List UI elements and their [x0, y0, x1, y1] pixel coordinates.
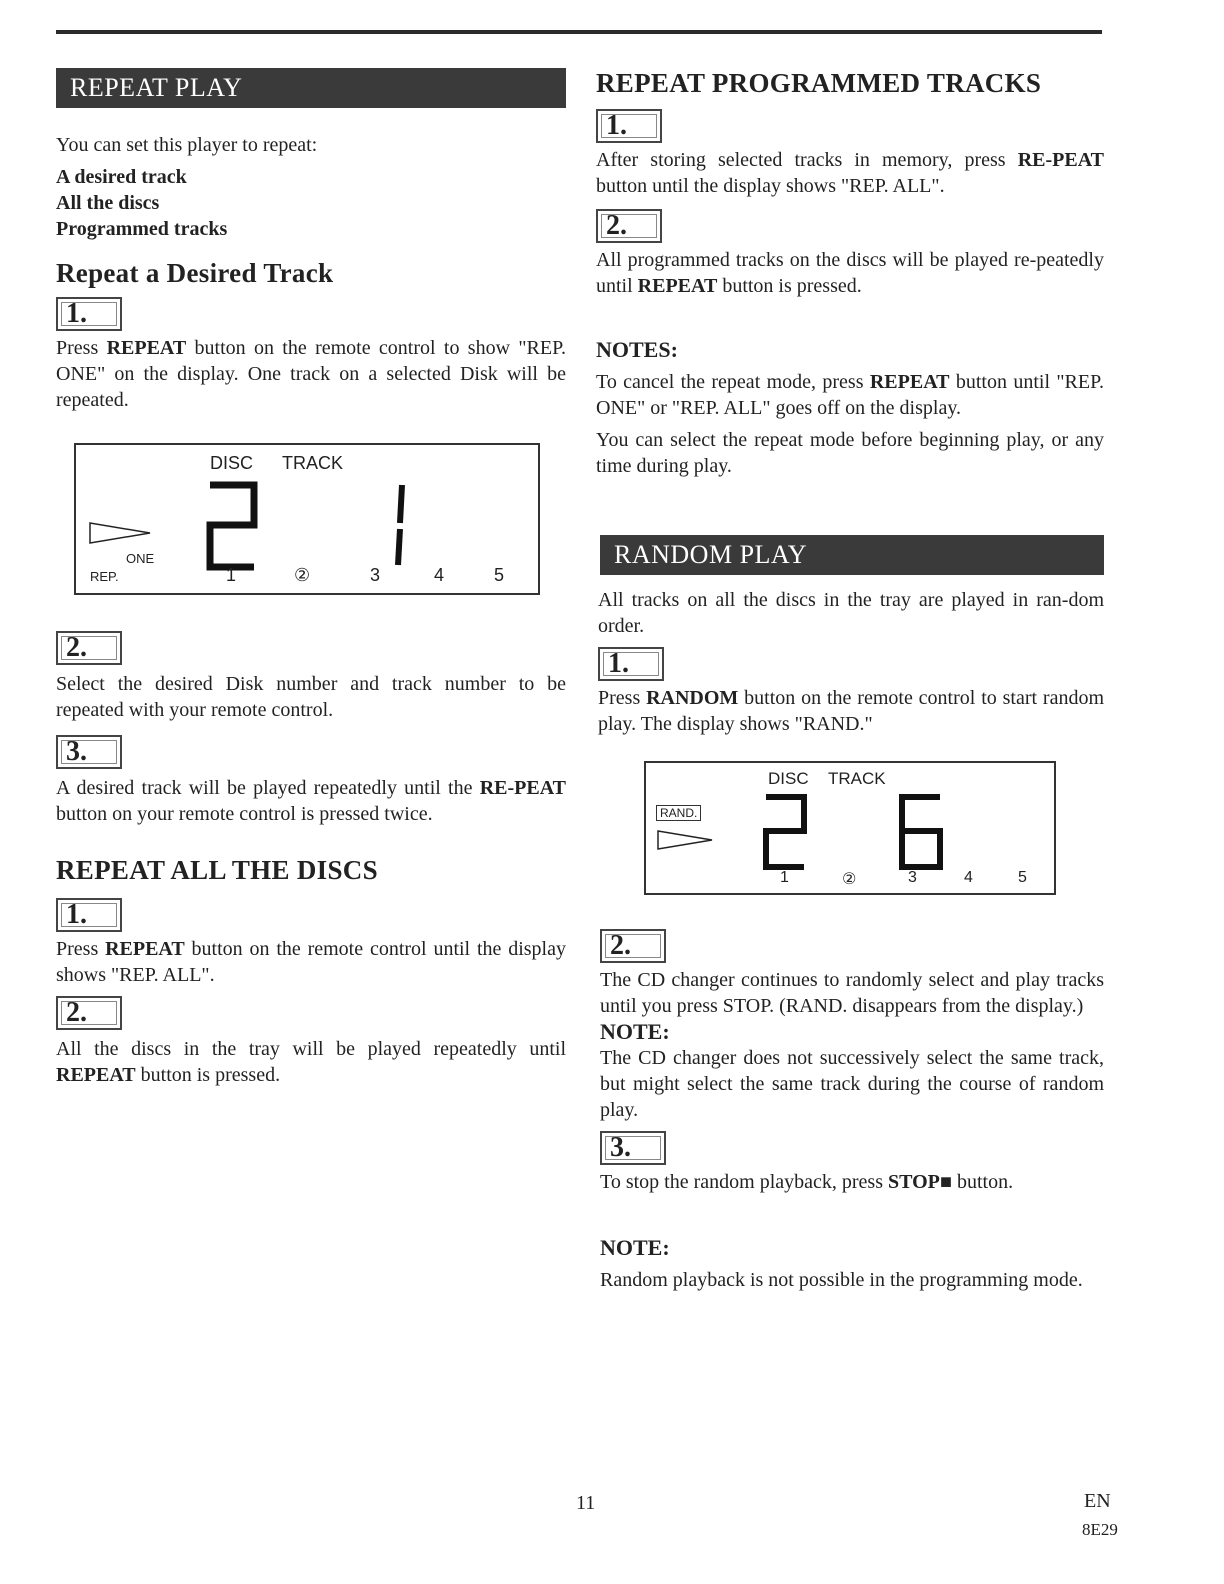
disc-label: DISC — [768, 769, 809, 788]
random-step-1-badge: 1. — [598, 647, 664, 681]
repeat-one-display — [74, 443, 540, 595]
notes-title: NOTES: — [596, 337, 678, 362]
random-display — [644, 761, 1056, 895]
random-step2-text: The CD changer continues to randomly select and play tracks until you press STOP. (RAND. disappears from the display.) — [600, 969, 1104, 1017]
tray-number-5: 5 — [494, 565, 505, 585]
all-discs-step-1-badge: 1. — [56, 898, 122, 932]
play-arrow-icon — [656, 829, 716, 853]
one-label: ONE — [126, 551, 155, 566]
rep-label: REP. — [90, 569, 119, 584]
disc-label: DISC — [210, 453, 254, 473]
tray-number-2: ② — [842, 871, 857, 888]
tray-number-4: 4 — [434, 565, 445, 585]
programmed-step2-text: All programmed tracks on the discs will be played re-peatedly until REPEAT button is pressed. — [596, 249, 1104, 297]
random-step3-text: To stop the random playback, press STOP■ button. — [600, 1171, 1014, 1193]
option-programmed-tracks: Programmed tracks — [56, 218, 228, 240]
disc-digit-segments — [760, 793, 810, 871]
tray-number-2: ② — [294, 565, 311, 585]
tray-number-1: 1 — [780, 869, 789, 886]
programmed-step-2-badge: 2. — [596, 209, 662, 243]
language-code: EN — [1084, 1490, 1111, 1512]
rand-label: RAND. — [656, 805, 701, 821]
all-discs-step1-text: Press REPEAT button on the remote control until the display shows "REP. ALL". — [56, 938, 566, 986]
programmed-step-1-badge: 1. — [596, 109, 662, 143]
model-code: 8E29 — [1082, 1520, 1118, 1539]
random-note2-text: Random playback is not possible in the programming mode. — [600, 1269, 1083, 1291]
all-discs-step-2-badge: 2. — [56, 996, 122, 1030]
random-step-3-badge: 3. — [600, 1131, 666, 1165]
tray-number-3: 3 — [908, 869, 917, 886]
desired-track-step1-text: Press REPEAT button on the remote control to show "REP. ONE" on the display. One track on a selected Disk will be repeated. — [56, 337, 566, 411]
random-intro: All tracks on all the discs in the tray are played in ran-dom order. — [598, 589, 1104, 637]
disc-digit-segments — [202, 481, 262, 571]
play-arrow-icon — [88, 521, 154, 547]
option-desired-track: A desired track — [56, 166, 187, 188]
step-3-badge: 3. — [56, 735, 122, 769]
left-column — [56, 68, 566, 1088]
top-rule — [56, 30, 1102, 34]
desired-track-step3-text: A desired track will be played repeatedly until the RE-PEAT button on your remote control is pressed twice. — [56, 777, 566, 825]
all-discs-step2-text: All the discs in the tray will be played repeatedly until REPEAT button is pressed. — [56, 1038, 566, 1086]
random-step1-text: Press RANDOM button on the remote control to start random play. The display shows "RAND." — [598, 687, 1104, 735]
all-discs-title: REPEAT ALL THE DISCS — [56, 855, 378, 885]
note-select-mode: You can select the repeat mode before beginning play, or any time during play. — [596, 429, 1104, 477]
option-all-discs: All the discs — [56, 192, 160, 214]
programmed-title: REPEAT PROGRAMMED TRACKS — [596, 68, 1042, 98]
tray-number-3: 3 — [370, 565, 381, 585]
step-2-badge: 2. — [56, 631, 122, 665]
track-label: TRACK — [828, 769, 886, 788]
random-note-text: The CD changer does not successively select the same track, but might select the same track during the course of random play. — [600, 1047, 1104, 1121]
step-1-badge: 1. — [56, 297, 122, 331]
random-note2-title: NOTE: — [600, 1235, 670, 1260]
desired-track-step2-text: Select the desired Disk number and track number to be repeated with your remote control. — [56, 673, 566, 721]
random-note-title: NOTE: — [600, 1019, 670, 1044]
note-cancel-repeat: To cancel the repeat mode, press REPEAT button until "REP. ONE" or "REP. ALL" goes off on the display. — [596, 371, 1104, 419]
random-step-2-badge: 2. — [600, 929, 666, 963]
right-column — [596, 68, 1104, 1293]
tray-number-1: 1 — [226, 565, 237, 585]
track-label: TRACK — [282, 453, 344, 473]
tray-number-5: 5 — [1018, 869, 1027, 886]
random-play-banner: RANDOM PLAY — [600, 535, 1104, 575]
track-digit-segments — [384, 481, 414, 571]
tray-number-4: 4 — [964, 869, 973, 886]
repeat-options-list — [56, 164, 566, 242]
programmed-step1-text: After storing selected tracks in memory, press RE-PEAT button until the display shows "REP. ALL". — [596, 149, 1104, 197]
track-digit-segments — [896, 793, 946, 871]
desired-track-title: Repeat a Desired Track — [56, 258, 334, 288]
stop-square-icon: ■ — [939, 1171, 952, 1193]
page-number: 11 — [576, 1492, 596, 1514]
repeat-play-banner: REPEAT PLAY — [56, 68, 566, 108]
repeat-play-intro: You can set this player to repeat: — [56, 134, 318, 156]
